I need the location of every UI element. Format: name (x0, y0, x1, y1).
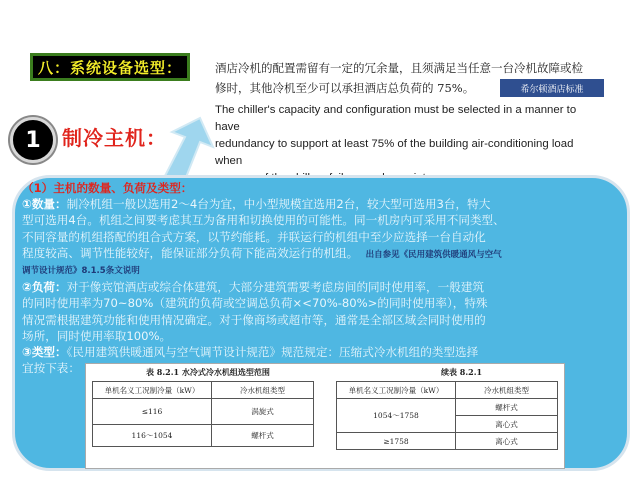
table-left-title: 表 8.2.1 水冷式冷水机组选型范围 (146, 367, 270, 377)
table-header-cell: 冷水机组类型 (212, 382, 314, 399)
main-heading: 制冷主机： (62, 126, 167, 150)
table-header-row (337, 382, 558, 399)
table-cell: 螺杆式 (212, 425, 314, 447)
load-text: 的同时使用率为70~80%（建筑的负荷或空调总负荷×<70%-80%>的同时使用率），特殊 (22, 296, 488, 311)
qty-label: ①数量： (22, 197, 67, 212)
type-label: ③类型： (22, 345, 67, 360)
qty-text: 程度较高、调节性能较好，能保证部分负荷下能高效运行的机组。 (22, 245, 359, 260)
table-cell: 涡旋式 (212, 399, 314, 425)
table-cell: ≥1758 (337, 433, 456, 450)
table-row (93, 399, 314, 425)
qty-reference: 调节设计规范》8.1.5条文说明 (22, 266, 140, 277)
step-number-badge (10, 117, 56, 163)
qty-text: 制冷机组一般以选用2～4台为宜，中小型规模宜选用2台，较大型可选用3台，特大 (66, 197, 491, 212)
table-row (337, 399, 558, 416)
qty-text: 型可选用4台。机组之间要考虑其互为备用和切换使用的可能性。同一机房内可采用不同类型、 (22, 213, 505, 228)
load-text: 场所，同时使用率取100%。 (22, 328, 172, 343)
type-text: 宜按下表： (22, 361, 80, 376)
table-right-title: 续表 8.2.1 (441, 367, 483, 377)
section-banner-label: 八：系统设备选型： (37, 58, 182, 77)
quote-cn-line: 酒店冷机的配置需留有一定的冗余量，且须满足当任意一台冷机故障或检 (215, 61, 583, 75)
table-cell: 116～1054 (93, 425, 212, 447)
step-number: 1 (25, 127, 41, 153)
table-cell: ≤116 (93, 399, 212, 425)
chiller-type-tables (85, 363, 565, 469)
table-cell: 1054～1758 (337, 399, 456, 433)
table-header-row (93, 382, 314, 399)
type-text: 《民用建筑供暖通风与空气调节设计规范》规范规定：压缩式冷水机组的类型选择 (66, 345, 479, 360)
qty-reference: 出自参见《民用建筑供暖通风与空气 (365, 249, 502, 260)
table-header-cell: 冷水机组类型 (456, 382, 558, 399)
table-header-cell: 单机名义工况制冷量（kW） (93, 382, 212, 399)
table-cell: 离心式 (456, 433, 558, 450)
quote-cn-line: 修时，其他冷机至少可以承担酒店总负荷的 75%。 (215, 81, 475, 95)
load-label: ②负荷： (22, 280, 67, 295)
load-text: 对于像宾馆酒店或综合体建筑，大部分建筑需要考虑房间的同时使用率，一般建筑 (66, 280, 484, 295)
quote-en-line: redundancy to support at least 75% of the building air-conditioning load when (215, 138, 574, 167)
table-cell: 离心式 (456, 416, 558, 433)
table-left (92, 381, 314, 447)
table-header-cell: 单机名义工况制冷量（kW） (337, 382, 456, 399)
qty-text: 不同容量的机组搭配的组合式方案，以节约能耗。并联运行的机组中至少应选择一台自动化 (22, 229, 486, 244)
panel-text (22, 180, 622, 376)
panel-heading: （1）主机的数量、负荷及类型： (22, 181, 193, 195)
table-row (93, 425, 314, 447)
quote-en-line: The chiller's capacity and configuration must be selected in a manner to have (215, 104, 577, 133)
table-cell: 螺杆式 (456, 399, 558, 416)
load-text: 情况需根据建筑功能和使用情况确定。对于像商场或超市等，通常是全部区域会同时使用的 (22, 312, 486, 327)
table-right (336, 381, 558, 450)
table-row (337, 433, 558, 450)
source-tag: 希尔顿酒店标准 (500, 79, 604, 97)
